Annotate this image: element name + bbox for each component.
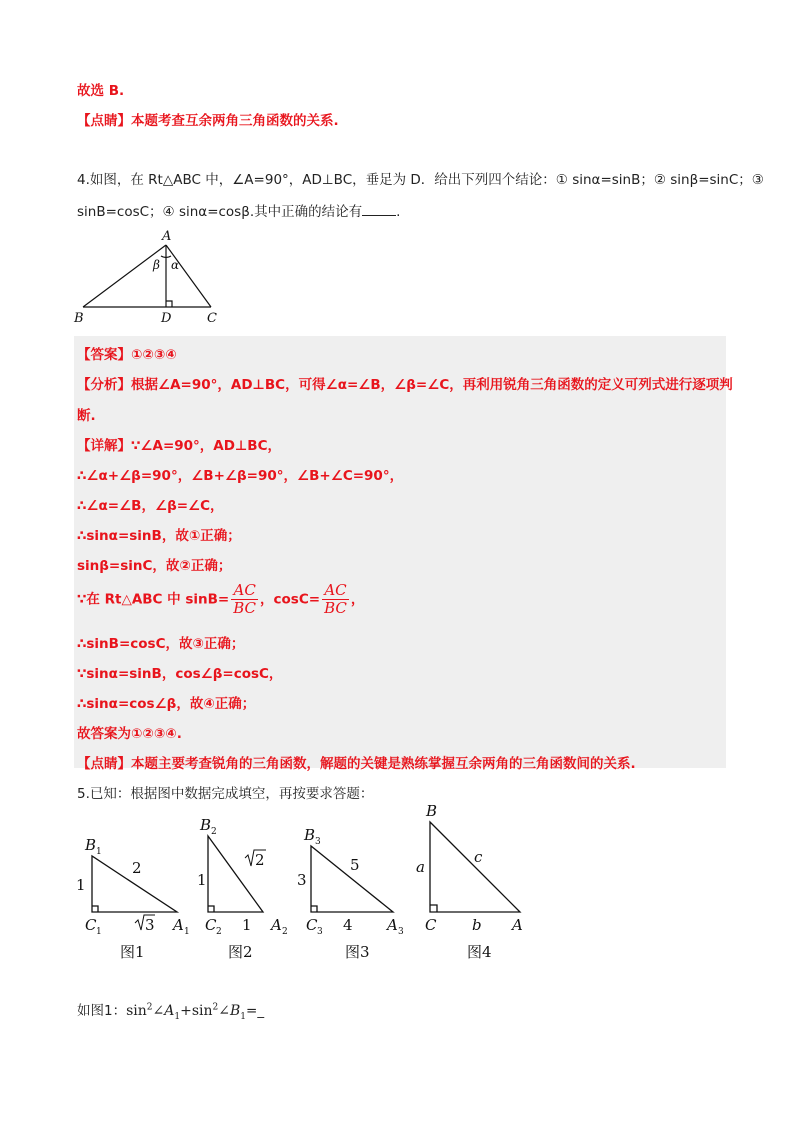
fig4-side-bottom: b xyxy=(472,916,482,934)
fig4-label-a: A xyxy=(512,916,523,934)
answer-blank xyxy=(362,203,396,216)
q5-stem: 5.已知：根据图中数据完成填空，再按要求答题： xyxy=(77,786,374,802)
q4-answer: 【答案】①②③④ xyxy=(77,347,177,363)
q4-detail-line6 xyxy=(77,582,364,617)
fig3-caption: 图3 xyxy=(345,943,370,961)
q4-detail-line2: ∴∠α+∠β=90°，∠B+∠β=90°，∠B+∠C=90°， xyxy=(77,468,404,484)
q4-triangle-figure xyxy=(70,225,230,330)
fig4-label-b: B xyxy=(426,802,438,820)
q4-analysis-line1: 【分析】根据∠A=90°，AD⊥BC，可得∠α=∠B，∠β=∠C，再利用锐角三角函数的定义可列式进行逐项判 xyxy=(77,377,733,393)
fig3-side-bottom: 4 xyxy=(343,916,353,934)
q5-triangle-figures xyxy=(70,800,540,965)
fig2-caption: 图2 xyxy=(228,943,253,961)
q4-stem-line2-text: sinB=cosC；④ sinα=cosβ.其中正确的结论有 xyxy=(77,204,363,220)
q4-detail6-part-b: ，cosC= xyxy=(260,591,321,608)
fig1-side-left: 1 xyxy=(76,876,86,894)
fig3-side-hyp: 5 xyxy=(350,856,360,874)
fig2-side-left: 1 xyxy=(197,871,207,889)
fig3-label-b-sub: 3 xyxy=(315,837,321,847)
fig1-label-c-sub: 1 xyxy=(96,927,102,937)
fig2-label-a: A xyxy=(271,916,282,934)
q4-detail-line5: sinβ=sinC，故②正确； xyxy=(77,558,232,574)
label-beta: β xyxy=(153,258,160,272)
right-angle-mark-d xyxy=(166,301,172,307)
previous-comment: 【点睛】本题考查互余两角三角函数的关系. xyxy=(77,113,339,129)
fig2-side-bottom: 1 xyxy=(242,916,252,934)
label-c: C xyxy=(207,311,217,326)
q4-detail-line8: ∵sinα=sinB，cos∠β=cosC， xyxy=(77,666,283,682)
formula-sin-squared: $\sin^2\angle A_1+\sin^2\angle B_1$ xyxy=(126,1002,247,1022)
fraction-denominator: BC xyxy=(233,599,257,617)
fraction-numerator: AC xyxy=(231,582,258,600)
q4-stem-line1: 4.如图，在 Rt△ABC 中，∠A=90°，AD⊥BC，垂足为 D．给出下列四个结论：① sinα=sinB；② sinβ=sinC；③ xyxy=(77,172,764,188)
fig3-label-a-sub: 3 xyxy=(398,927,404,937)
fig1-label-a: A xyxy=(173,916,184,934)
q4-detail-line10: 故答案为①②③④. xyxy=(77,726,182,742)
fig4-side-hyp: c xyxy=(474,848,483,866)
q4-detail-line3: ∴∠α=∠B，∠β=∠C， xyxy=(77,498,224,514)
fig3-label-c-sub: 3 xyxy=(317,927,323,937)
fig2-label-c-sub: 2 xyxy=(216,927,222,937)
label-a: A xyxy=(162,229,172,244)
fig2-right-angle-mark xyxy=(208,906,214,912)
fraction-sinb xyxy=(231,582,258,617)
fig1-label-b: B xyxy=(85,836,97,854)
fig1-label-b-sub: 1 xyxy=(96,847,102,857)
fig2-side-hyp: 2 xyxy=(255,851,265,869)
fig4-triangle xyxy=(430,822,520,912)
fig2-label-c: C xyxy=(205,916,217,934)
fig2-label-b: B xyxy=(200,816,212,834)
fig1-caption: 图1 xyxy=(120,943,145,961)
fig1-side-bottom: 3 xyxy=(145,916,155,934)
q4-stem-line2 xyxy=(77,200,400,220)
fig1-side-hyp: 2 xyxy=(132,859,142,877)
q5-fig1-prefix: 如图1： xyxy=(77,1003,127,1019)
label-d: D xyxy=(161,311,172,326)
q4-detail-line9: ∴sinα=cos∠β，故④正确； xyxy=(77,696,256,712)
q4-detail-line1: 【详解】∵∠A=90°，AD⊥BC， xyxy=(77,438,281,454)
fig4-label-c: C xyxy=(425,916,437,934)
fig3-label-b: B xyxy=(304,826,316,844)
fig1-right-angle-mark xyxy=(92,906,98,912)
previous-choice: 故选 B. xyxy=(77,83,125,99)
fig3-side-left: 3 xyxy=(297,871,307,889)
fig4-caption: 图4 xyxy=(467,943,492,961)
q4-detail6-part-a: ∵在 Rt△ABC 中 sinB= xyxy=(77,591,230,608)
fraction-denominator: BC xyxy=(324,599,347,617)
q4-stem-line2-end: . xyxy=(396,204,401,220)
fig3-label-a: A xyxy=(387,916,398,934)
fig1-label-a-sub: 1 xyxy=(184,927,190,937)
fig2-label-b-sub: 2 xyxy=(211,827,217,837)
q4-analysis-line2: 断. xyxy=(77,408,96,424)
fig2-triangle xyxy=(208,836,263,912)
q4-detail-line4: ∴sinα=sinB，故①正确； xyxy=(77,528,241,544)
fig3-label-c: C xyxy=(306,916,318,934)
fig4-right-angle-mark xyxy=(430,905,437,912)
fig3-right-angle-mark xyxy=(311,906,317,912)
q4-detail6-part-c: ， xyxy=(350,591,365,608)
label-b: B xyxy=(74,311,84,326)
fig2-label-a-sub: 2 xyxy=(282,927,288,937)
q5-fig1-question xyxy=(77,999,264,1022)
side-ab xyxy=(83,245,166,307)
q5-fig1-blank: =_ xyxy=(246,1003,265,1019)
fraction-cosc xyxy=(322,582,349,617)
fig4-side-left: a xyxy=(416,858,425,876)
q4-detail-line7: ∴sinB=cosC，故③正确； xyxy=(77,636,245,652)
fig1-label-c: C xyxy=(85,916,97,934)
q4-comment: 【点睛】本题主要考查锐角的三角函数，解题的关键是熟练掌握互余两角的三角函数间的关系. xyxy=(77,756,636,772)
label-alpha: α xyxy=(171,258,180,272)
fraction-numerator: AC xyxy=(322,582,349,600)
side-ac xyxy=(166,245,211,307)
